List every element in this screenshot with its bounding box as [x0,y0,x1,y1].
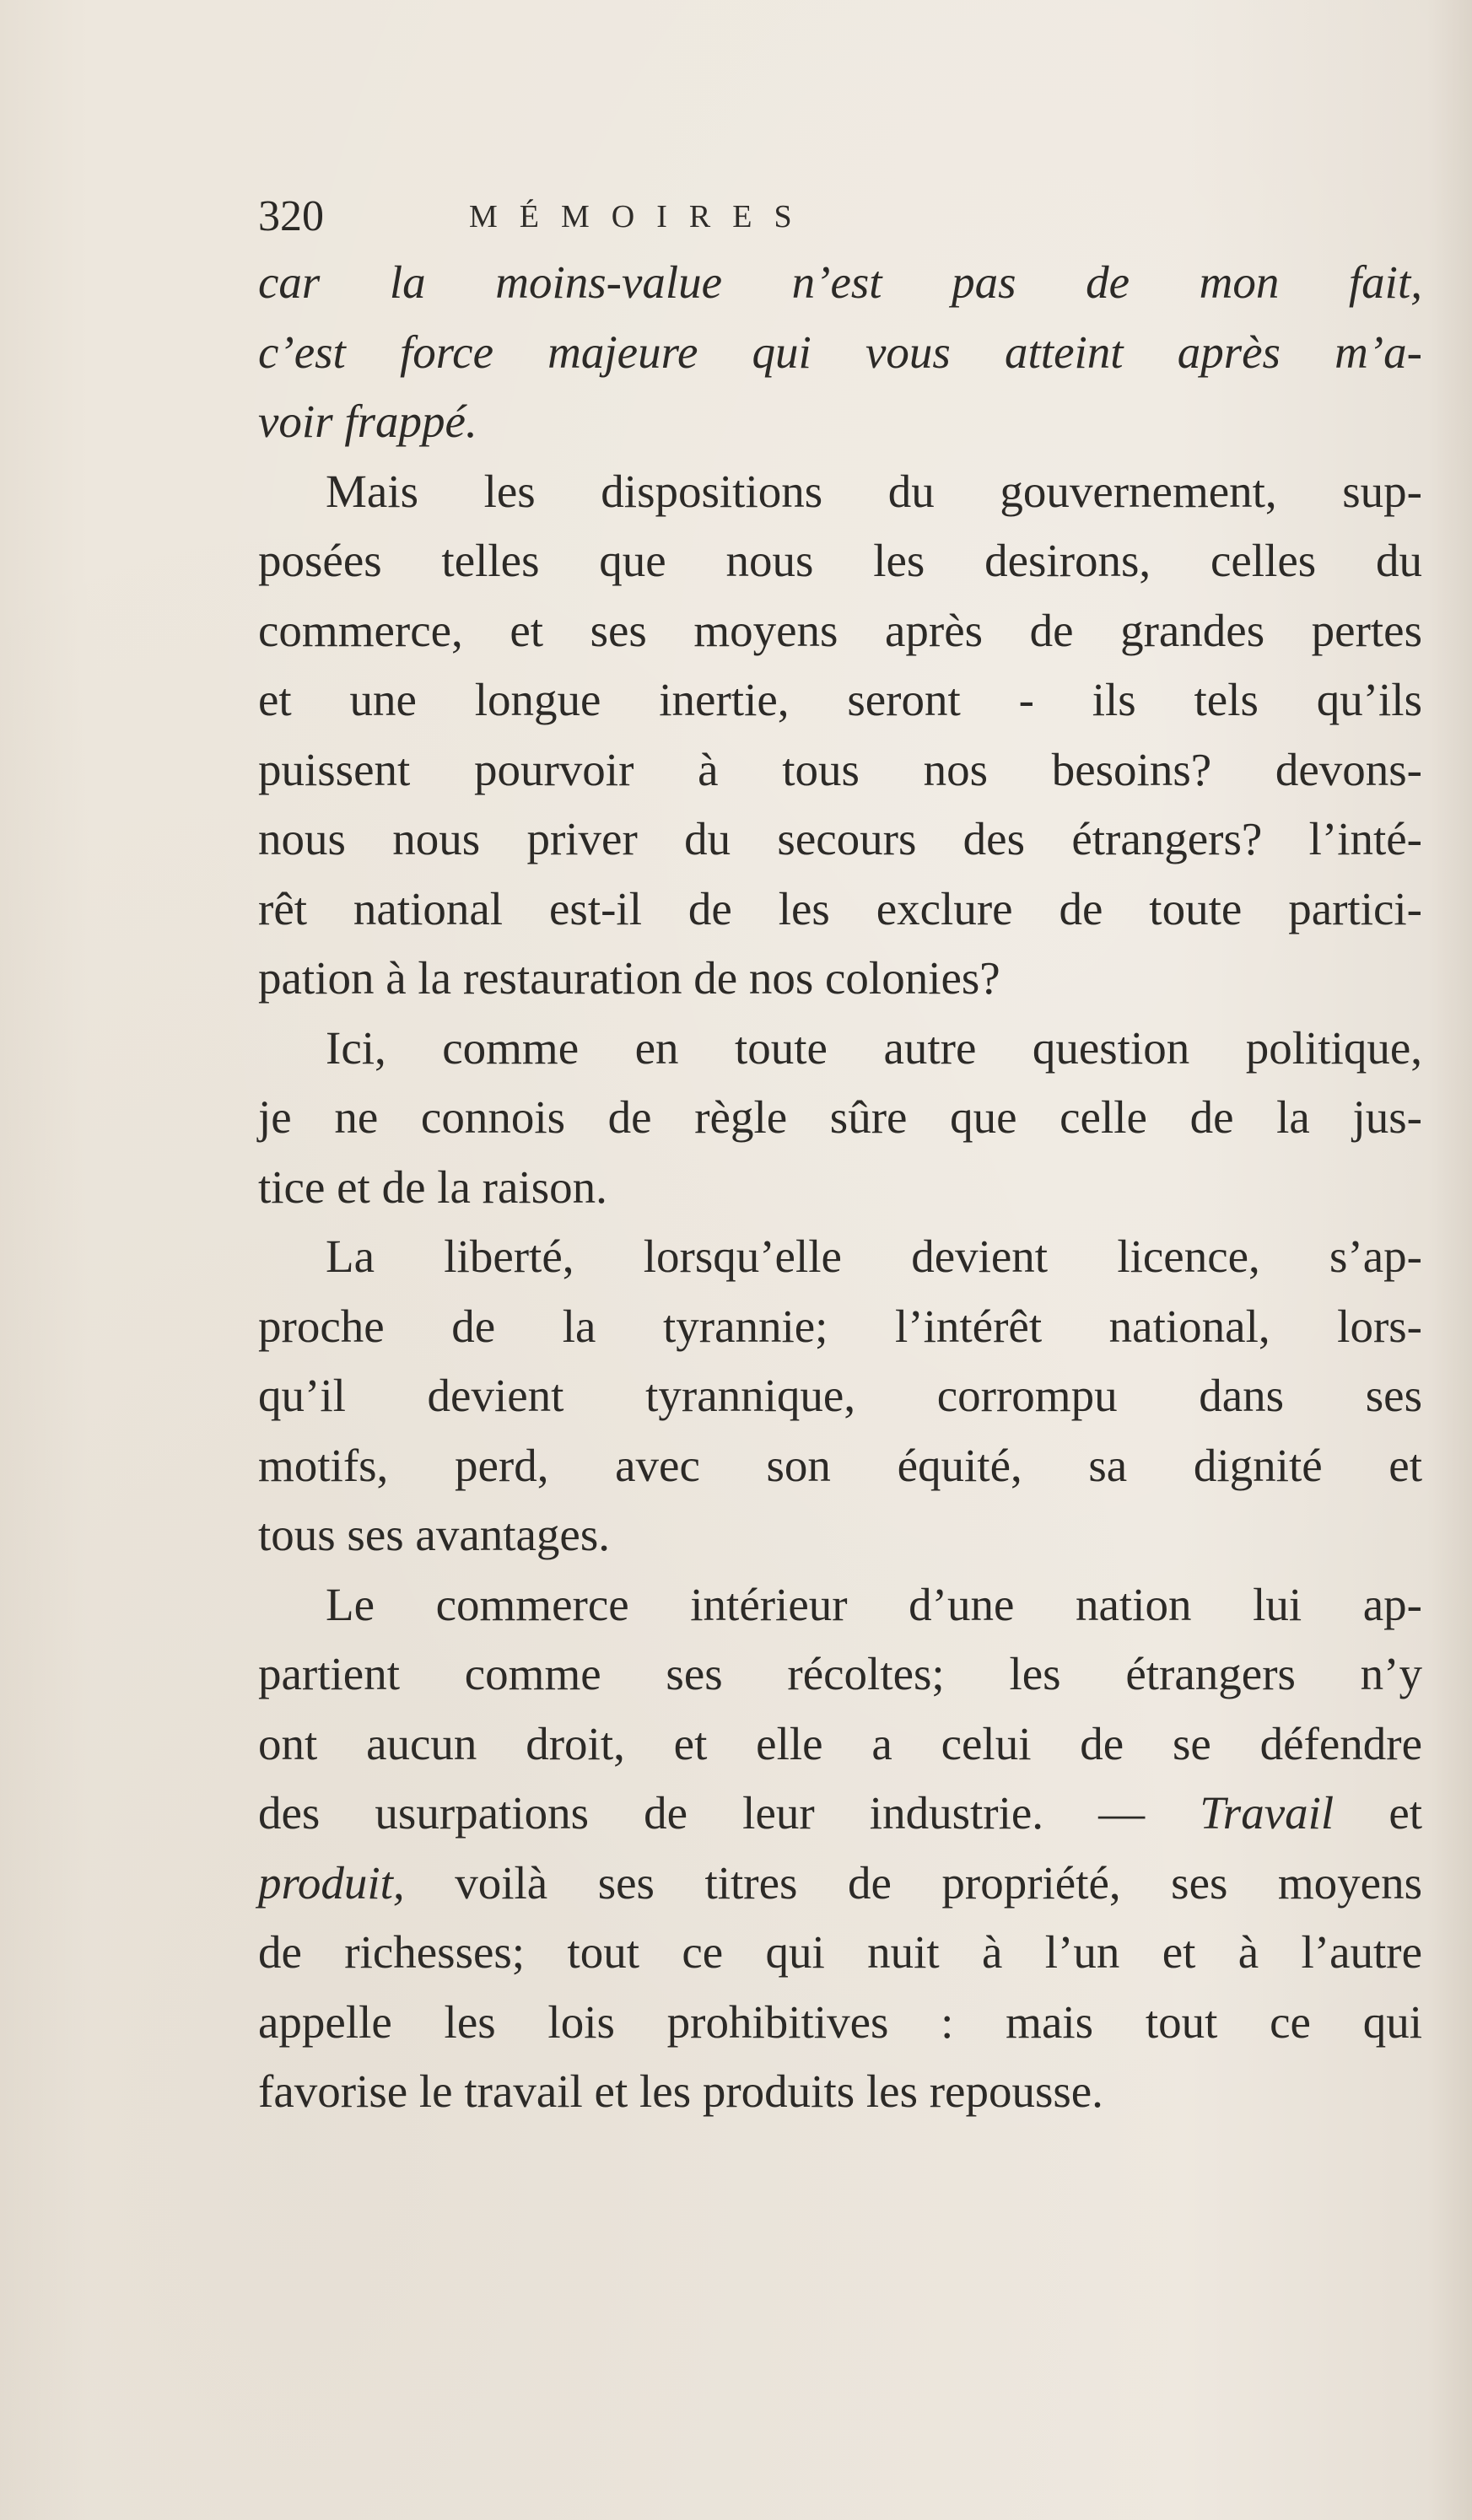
page-header [258,187,1422,246]
text-line: tous ses avantages. [258,1509,610,1560]
text-line: appelle les lois prohibitives : mais tout ce qui [258,1995,1422,2048]
paragraph-first-line: Ici, comme en toute autre question politique, [326,1021,1422,1074]
text-line: rêt national est-il de les exclure de toute partici- [258,882,1422,934]
page-text [258,187,1422,2127]
paragraph-first-line: Le commerce intérieur d’une nation lui ap- [326,1578,1422,1630]
italic-word-travail: Travail [1200,1787,1335,1839]
text-line: et une longue inertie, seront - ils tels qu’ils [258,674,1422,725]
body-text [258,248,1422,2127]
text-line: puissent pourvoir à tous nos besoins? devons- [258,743,1422,795]
text-line: je ne connois de règle sûre que celle de la jus- [258,1091,1422,1143]
text-segment: et [1388,1787,1423,1839]
running-head: MÉMOIRES [469,199,814,234]
text-line: partient comme ses récoltes; les étrangers n’y [258,1648,1422,1699]
text-line: proche de la tyrannie; l’intérêt national, lors- [258,1300,1422,1352]
text-line: pation à la restauration de nos colonies? [258,952,1000,1004]
text-line: motifs, perd, avec son équité, sa dignité et [258,1439,1422,1491]
text-line: c’est force majeure qui vous atteint après m’a- [258,326,1422,378]
italic-word-produit: produit, [258,1856,405,1909]
text-line: ont aucun droit, et elle a celui de se défendre [258,1717,1422,1769]
text-line: de richesses; tout ce qui nuit à l’un et à l’autre [258,1926,1422,1978]
text-segment: voilà ses titres de propriété, ses moyens [455,1856,1422,1909]
paragraph-first-line: Mais les dispositions du gouvernement, sup- [326,465,1422,517]
paragraph-first-line: La liberté, lorsqu’elle devient licence, s’ap- [326,1230,1422,1282]
text-line-with-italic [258,1779,1422,1849]
text-segment: des usurpations de leur industrie. — [258,1787,1146,1839]
text-line: favorise le travail et les produits les repousse. [258,2065,1103,2117]
text-line: car la moins-value n’est pas de mon fait, [258,256,1422,308]
text-line: tice et de la raison. [258,1160,607,1213]
text-line-with-italic [258,1849,1422,1919]
text-line: commerce, et ses moyens après de grandes pertes [258,604,1422,656]
page-number: 320 [258,192,324,240]
text-line: voir frappé. [258,396,477,447]
text-line: nous nous priver du secours des étrangers? l’inté- [258,813,1422,864]
text-line: posées telles que nous les desirons, celles du [258,535,1422,586]
text-line: qu’il devient tyrannique, corrompu dans ses [258,1370,1422,1421]
